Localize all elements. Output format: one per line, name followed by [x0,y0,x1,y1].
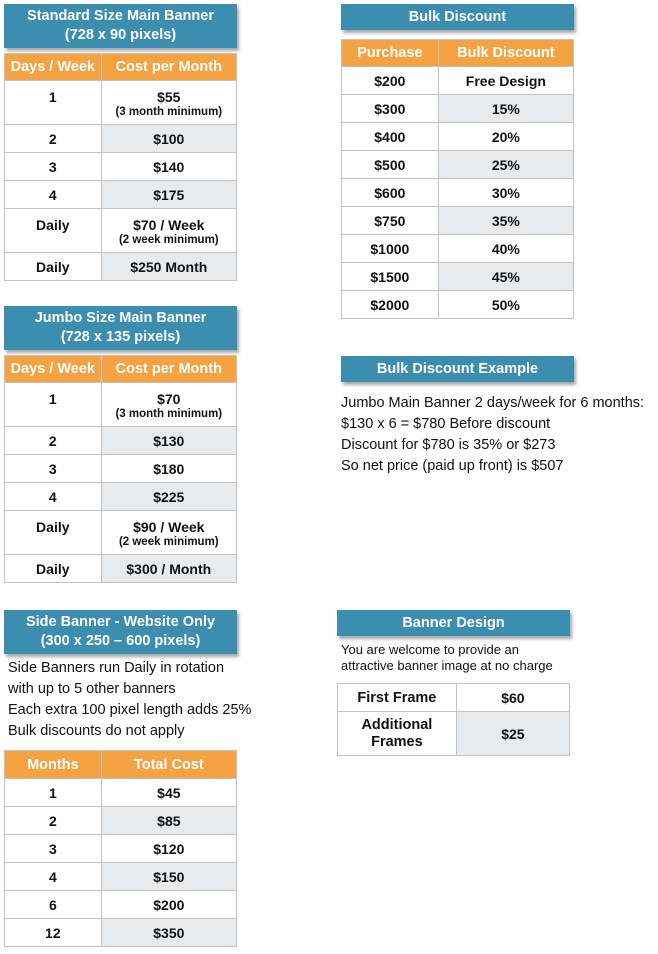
table-row [5,383,237,427]
banner-design-header [337,610,570,636]
table-cell: 25% [438,151,573,179]
price-value: $90 / Week [133,519,205,535]
jumbo-banner-header [4,306,237,350]
standard-banner-header [4,4,237,48]
table-row [342,235,574,263]
table-cell: $200 [101,891,236,919]
table-cell: 3 [5,835,102,863]
column-header: Cost per Month [101,356,236,383]
table-cell: 1 [5,383,102,427]
table-row [338,712,570,756]
price-note: (3 month minimum) [115,106,223,118]
table-cell: 20% [438,123,573,151]
table-cell: $225 [101,483,236,511]
bulk-example-header [341,356,574,382]
table-cell: $750 [342,207,439,235]
standard-banner-table [4,53,237,281]
table-cell [101,383,236,427]
table-row [5,81,237,125]
table-row [342,179,574,207]
table-cell [101,511,236,555]
price-note: (2 week minimum) [118,234,219,246]
table-row [342,95,574,123]
table-cell: First Frame [338,684,457,712]
description-line: Bulk discounts do not apply [8,723,185,739]
bulk-discount-title: Bulk Discount [408,8,507,25]
table-row [5,427,237,455]
table-row [5,455,237,483]
table-cell: 6 [5,891,102,919]
price-value: $55 [157,89,181,105]
side-banner-title: Side Banner - Website Only [25,614,216,630]
table-cell: Daily [5,253,102,281]
table-cell: $175 [101,181,236,209]
table-row [5,891,237,919]
table-row [5,779,237,807]
table-cell: $250 Month [101,253,236,281]
table-cell: Additional Frames [338,712,457,756]
table-cell: 1 [5,81,102,125]
table-cell: 35% [438,207,573,235]
table-row [342,263,574,291]
table-cell: $300 [342,95,439,123]
table-cell: 4 [5,863,102,891]
price-value: $70 / Week [133,217,205,233]
table-row [342,151,574,179]
table-cell: $500 [342,151,439,179]
example-line: Discount for $780 is 35% or $273 [341,437,556,453]
table-cell: $130 [101,427,236,455]
description-line: with up to 5 other banners [8,681,176,697]
jumbo-banner-title: Jumbo Size Main Banner [34,310,207,326]
column-header: Total Cost [101,751,236,779]
table-cell: 4 [5,483,102,511]
side-banner-subtitle: (300 x 250 – 600 pixels) [40,633,201,649]
description-line: You are welcome to provide an [341,642,520,657]
table-row [5,181,237,209]
table-row [5,153,237,181]
table-cell: 12 [5,919,102,947]
column-header: Cost per Month [101,54,236,81]
side-banner-description [8,658,278,742]
table-cell: $140 [101,153,236,181]
table-row [342,291,574,319]
table-row [342,207,574,235]
table-row [342,67,574,95]
table-cell: 45% [438,263,573,291]
column-header: Bulk Discount [438,40,573,67]
description-line: Side Banners run Daily in rotation [8,660,225,676]
table-cell: $60 [456,684,569,712]
table-cell: $600 [342,179,439,207]
table-row [342,123,574,151]
column-header: Months [5,751,102,779]
bulk-example-title: Bulk Discount Example [376,360,539,377]
price-value: $70 [157,391,181,407]
table-cell: $1000 [342,235,439,263]
table-cell: $150 [101,863,236,891]
table-row [5,483,237,511]
description-line: Each extra 100 pixel length adds 25% [8,702,252,718]
table-cell: 2 [5,125,102,153]
table-cell: 50% [438,291,573,319]
example-line: Jumbo Main Banner 2 days/week for 6 months: [341,395,645,411]
table-row [5,835,237,863]
table-cell: $45 [101,779,236,807]
banner-design-description [341,642,601,674]
bulk-discount-header [341,4,574,30]
column-header: Purchase [342,40,439,67]
table-cell: $85 [101,807,236,835]
side-banner-header [4,610,237,654]
standard-banner-subtitle: (728 x 90 pixels) [64,27,177,43]
table-cell: $350 [101,919,236,947]
table-cell: 15% [438,95,573,123]
table-cell: 4 [5,181,102,209]
table-cell: Daily [5,555,102,583]
table-cell: $100 [101,125,236,153]
jumbo-banner-subtitle: (728 x 135 pixels) [60,329,181,345]
description-line: attractive banner image at no charge [341,658,553,673]
column-header: Days / Week [5,356,102,383]
table-row [338,684,570,712]
banner-design-title: Banner Design [402,614,505,631]
jumbo-banner-table [4,355,237,583]
table-row [5,807,237,835]
bulk-example-text [341,393,656,477]
table-cell: $25 [456,712,569,756]
table-cell: Free Design [438,67,573,95]
price-note: (3 month minimum) [115,408,223,420]
standard-banner-title: Standard Size Main Banner [27,8,214,24]
table-cell: $400 [342,123,439,151]
example-line: $130 x 6 = $780 Before discount [341,416,551,432]
side-banner-table [4,750,237,947]
table-row [5,511,237,555]
table-cell: 3 [5,455,102,483]
bulk-discount-table [341,39,574,319]
table-row [5,125,237,153]
table-row [5,863,237,891]
table-row [5,253,237,281]
column-header: Days / Week [5,54,102,81]
table-row [5,209,237,253]
table-cell: 1 [5,779,102,807]
table-cell [101,81,236,125]
table-cell: Daily [5,511,102,555]
table-cell: $300 / Month [101,555,236,583]
table-cell: $2000 [342,291,439,319]
table-cell: $180 [101,455,236,483]
table-cell: 2 [5,427,102,455]
table-cell: 30% [438,179,573,207]
table-cell [101,209,236,253]
price-note: (2 week minimum) [118,536,219,548]
banner-design-table [337,683,570,756]
table-cell: 40% [438,235,573,263]
table-cell: 2 [5,807,102,835]
table-cell: 3 [5,153,102,181]
table-cell: $200 [342,67,439,95]
example-line: So net price (paid up front) is $507 [341,458,564,474]
table-cell: $120 [101,835,236,863]
table-cell: Daily [5,209,102,253]
table-row [5,555,237,583]
table-cell: $1500 [342,263,439,291]
table-row [5,919,237,947]
